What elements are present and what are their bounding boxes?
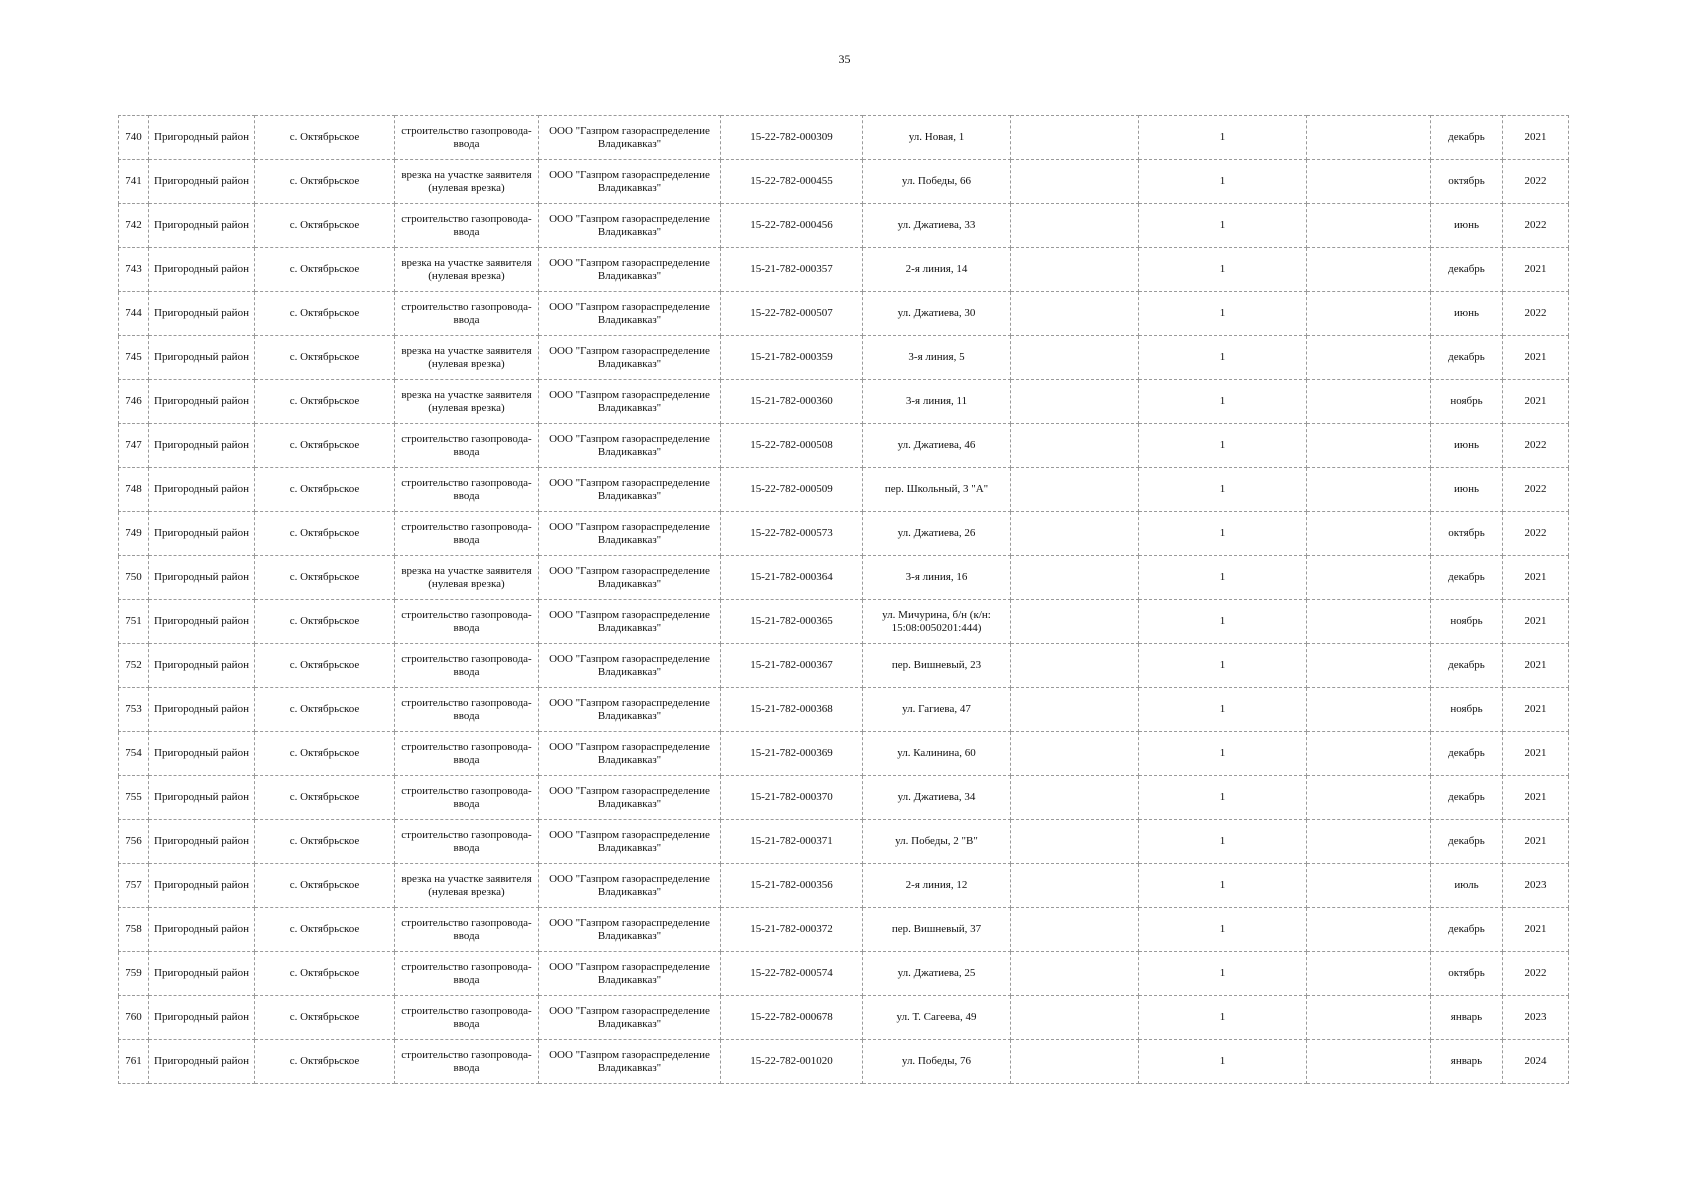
district-cell: Пригородный район	[149, 1040, 255, 1084]
row-number: 752	[119, 644, 149, 688]
row-number: 761	[119, 1040, 149, 1084]
work-type-cell: строительство газопровода-ввода	[395, 996, 539, 1040]
work-type-cell: строительство газопровода-ввода	[395, 512, 539, 556]
count-cell: 1	[1139, 1040, 1307, 1084]
table-row	[119, 1040, 1569, 1084]
work-type-cell: строительство газопровода-ввода	[395, 644, 539, 688]
year-cell: 2021	[1503, 600, 1569, 644]
row-number: 756	[119, 820, 149, 864]
organization-cell: ООО "Газпром газораспределение Владикавказ"	[539, 292, 721, 336]
address-cell: ул. Джатиева, 26	[863, 512, 1011, 556]
empty-cell	[1011, 424, 1139, 468]
village-cell: с. Октябрьское	[255, 424, 395, 468]
month-cell: январь	[1431, 1040, 1503, 1084]
empty-cell	[1307, 424, 1431, 468]
address-cell: 2-я линия, 14	[863, 248, 1011, 292]
address-cell: пер. Школьный, 3 "А"	[863, 468, 1011, 512]
district-cell: Пригородный район	[149, 688, 255, 732]
address-cell: ул. Т. Сагеева, 49	[863, 996, 1011, 1040]
count-cell: 1	[1139, 116, 1307, 160]
registry-code-cell: 15-21-782-000372	[721, 908, 863, 952]
year-cell: 2023	[1503, 996, 1569, 1040]
empty-cell	[1011, 380, 1139, 424]
address-cell: ул. Победы, 2 "В"	[863, 820, 1011, 864]
address-cell: ул. Гагиева, 47	[863, 688, 1011, 732]
count-cell: 1	[1139, 424, 1307, 468]
district-cell: Пригородный район	[149, 424, 255, 468]
empty-cell	[1307, 908, 1431, 952]
row-number: 754	[119, 732, 149, 776]
organization-cell: ООО "Газпром газораспределение Владикавказ"	[539, 864, 721, 908]
month-cell: декабрь	[1431, 732, 1503, 776]
organization-cell: ООО "Газпром газораспределение Владикавказ"	[539, 380, 721, 424]
empty-cell	[1307, 512, 1431, 556]
table-row	[119, 996, 1569, 1040]
empty-cell	[1011, 1040, 1139, 1084]
empty-cell	[1307, 644, 1431, 688]
row-number: 760	[119, 996, 149, 1040]
district-cell: Пригородный район	[149, 380, 255, 424]
empty-cell	[1011, 468, 1139, 512]
count-cell: 1	[1139, 292, 1307, 336]
row-number: 748	[119, 468, 149, 512]
row-number: 741	[119, 160, 149, 204]
table-row	[119, 776, 1569, 820]
registry-code-cell: 15-21-782-000370	[721, 776, 863, 820]
count-cell: 1	[1139, 512, 1307, 556]
count-cell: 1	[1139, 864, 1307, 908]
count-cell: 1	[1139, 600, 1307, 644]
month-cell: ноябрь	[1431, 380, 1503, 424]
empty-cell	[1011, 204, 1139, 248]
registry-code-cell: 15-22-782-000455	[721, 160, 863, 204]
organization-cell: ООО "Газпром газораспределение Владикавказ"	[539, 908, 721, 952]
row-number: 750	[119, 556, 149, 600]
empty-cell	[1307, 996, 1431, 1040]
year-cell: 2021	[1503, 776, 1569, 820]
address-cell: 3-я линия, 16	[863, 556, 1011, 600]
empty-cell	[1011, 600, 1139, 644]
address-cell: ул. Новая, 1	[863, 116, 1011, 160]
village-cell: с. Октябрьское	[255, 908, 395, 952]
registry-code-cell: 15-22-782-000573	[721, 512, 863, 556]
row-number: 749	[119, 512, 149, 556]
address-cell: ул. Мичурина, б/н (к/н: 15:08:0050201:444)	[863, 600, 1011, 644]
address-cell: пер. Вишневый, 37	[863, 908, 1011, 952]
row-number: 757	[119, 864, 149, 908]
empty-cell	[1307, 556, 1431, 600]
row-number: 747	[119, 424, 149, 468]
month-cell: ноябрь	[1431, 688, 1503, 732]
empty-cell	[1307, 820, 1431, 864]
year-cell: 2021	[1503, 556, 1569, 600]
empty-cell	[1011, 864, 1139, 908]
work-type-cell: строительство газопровода-ввода	[395, 688, 539, 732]
count-cell: 1	[1139, 732, 1307, 776]
district-cell: Пригородный район	[149, 116, 255, 160]
month-cell: декабрь	[1431, 776, 1503, 820]
table-row	[119, 908, 1569, 952]
village-cell: с. Октябрьское	[255, 688, 395, 732]
empty-cell	[1307, 776, 1431, 820]
month-cell: декабрь	[1431, 644, 1503, 688]
month-cell: декабрь	[1431, 556, 1503, 600]
empty-cell	[1011, 292, 1139, 336]
table-row	[119, 116, 1569, 160]
work-type-cell: строительство газопровода-ввода	[395, 908, 539, 952]
registry-code-cell: 15-21-782-000359	[721, 336, 863, 380]
organization-cell: ООО "Газпром газораспределение Владикавказ"	[539, 336, 721, 380]
work-type-cell: врезка на участке заявителя (нулевая врезка)	[395, 556, 539, 600]
count-cell: 1	[1139, 908, 1307, 952]
empty-cell	[1307, 204, 1431, 248]
row-number: 751	[119, 600, 149, 644]
count-cell: 1	[1139, 776, 1307, 820]
work-type-cell: врезка на участке заявителя (нулевая врезка)	[395, 380, 539, 424]
district-cell: Пригородный район	[149, 864, 255, 908]
empty-cell	[1307, 732, 1431, 776]
work-type-cell: строительство газопровода-ввода	[395, 424, 539, 468]
district-cell: Пригородный район	[149, 952, 255, 996]
district-cell: Пригородный район	[149, 556, 255, 600]
district-cell: Пригородный район	[149, 512, 255, 556]
month-cell: декабрь	[1431, 820, 1503, 864]
month-cell: июнь	[1431, 292, 1503, 336]
empty-cell	[1011, 160, 1139, 204]
organization-cell: ООО "Газпром газораспределение Владикавказ"	[539, 688, 721, 732]
district-cell: Пригородный район	[149, 336, 255, 380]
village-cell: с. Октябрьское	[255, 512, 395, 556]
month-cell: январь	[1431, 996, 1503, 1040]
empty-cell	[1011, 644, 1139, 688]
address-cell: ул. Джатиева, 30	[863, 292, 1011, 336]
address-cell: ул. Джатиева, 46	[863, 424, 1011, 468]
empty-cell	[1011, 952, 1139, 996]
count-cell: 1	[1139, 248, 1307, 292]
work-type-cell: врезка на участке заявителя (нулевая врезка)	[395, 160, 539, 204]
empty-cell	[1011, 996, 1139, 1040]
empty-cell	[1011, 908, 1139, 952]
work-type-cell: врезка на участке заявителя (нулевая врезка)	[395, 248, 539, 292]
year-cell: 2021	[1503, 380, 1569, 424]
empty-cell	[1011, 820, 1139, 864]
table-row	[119, 160, 1569, 204]
organization-cell: ООО "Газпром газораспределение Владикавказ"	[539, 556, 721, 600]
district-cell: Пригородный район	[149, 160, 255, 204]
registry-code-cell: 15-22-782-000574	[721, 952, 863, 996]
table-row	[119, 248, 1569, 292]
empty-cell	[1307, 1040, 1431, 1084]
address-cell: ул. Победы, 76	[863, 1040, 1011, 1084]
work-type-cell: строительство газопровода-ввода	[395, 1040, 539, 1084]
registry-code-cell: 15-22-782-001020	[721, 1040, 863, 1084]
village-cell: с. Октябрьское	[255, 336, 395, 380]
organization-cell: ООО "Газпром газораспределение Владикавказ"	[539, 116, 721, 160]
page-number: 35	[838, 52, 851, 66]
village-cell: с. Октябрьское	[255, 820, 395, 864]
count-cell: 1	[1139, 644, 1307, 688]
empty-cell	[1011, 512, 1139, 556]
row-number: 746	[119, 380, 149, 424]
table-row	[119, 820, 1569, 864]
district-cell: Пригородный район	[149, 468, 255, 512]
table-row	[119, 468, 1569, 512]
registry-code-cell: 15-21-782-000369	[721, 732, 863, 776]
year-cell: 2021	[1503, 248, 1569, 292]
district-cell: Пригородный район	[149, 644, 255, 688]
year-cell: 2021	[1503, 644, 1569, 688]
village-cell: с. Октябрьское	[255, 952, 395, 996]
village-cell: с. Октябрьское	[255, 644, 395, 688]
row-number: 745	[119, 336, 149, 380]
count-cell: 1	[1139, 204, 1307, 248]
year-cell: 2022	[1503, 292, 1569, 336]
row-number: 753	[119, 688, 149, 732]
registry-code-cell: 15-22-782-000309	[721, 116, 863, 160]
row-number: 758	[119, 908, 149, 952]
organization-cell: ООО "Газпром газораспределение Владикавказ"	[539, 644, 721, 688]
organization-cell: ООО "Газпром газораспределение Владикавказ"	[539, 732, 721, 776]
address-cell: ул. Калинина, 60	[863, 732, 1011, 776]
month-cell: декабрь	[1431, 336, 1503, 380]
year-cell: 2021	[1503, 116, 1569, 160]
address-cell: пер. Вишневый, 23	[863, 644, 1011, 688]
year-cell: 2022	[1503, 468, 1569, 512]
table-row	[119, 512, 1569, 556]
work-type-cell: строительство газопровода-ввода	[395, 292, 539, 336]
row-number: 742	[119, 204, 149, 248]
table-row	[119, 424, 1569, 468]
registry-code-cell: 15-21-782-000367	[721, 644, 863, 688]
registry-code-cell: 15-22-782-000508	[721, 424, 863, 468]
village-cell: с. Октябрьское	[255, 996, 395, 1040]
table-row	[119, 952, 1569, 996]
organization-cell: ООО "Газпром газораспределение Владикавказ"	[539, 512, 721, 556]
empty-cell	[1307, 292, 1431, 336]
table-row	[119, 688, 1569, 732]
registry-code-cell: 15-21-782-000365	[721, 600, 863, 644]
month-cell: июнь	[1431, 424, 1503, 468]
year-cell: 2022	[1503, 512, 1569, 556]
address-cell: ул. Победы, 66	[863, 160, 1011, 204]
village-cell: с. Октябрьское	[255, 380, 395, 424]
empty-cell	[1307, 688, 1431, 732]
district-cell: Пригородный район	[149, 820, 255, 864]
organization-cell: ООО "Газпром газораспределение Владикавказ"	[539, 996, 721, 1040]
table-row	[119, 292, 1569, 336]
count-cell: 1	[1139, 556, 1307, 600]
year-cell: 2021	[1503, 908, 1569, 952]
registry-code-cell: 15-21-782-000357	[721, 248, 863, 292]
organization-cell: ООО "Газпром газораспределение Владикавказ"	[539, 248, 721, 292]
village-cell: с. Октябрьское	[255, 1040, 395, 1084]
year-cell: 2024	[1503, 1040, 1569, 1084]
empty-cell	[1011, 116, 1139, 160]
month-cell: октябрь	[1431, 160, 1503, 204]
year-cell: 2021	[1503, 732, 1569, 776]
organization-cell: ООО "Газпром газораспределение Владикавказ"	[539, 820, 721, 864]
work-type-cell: врезка на участке заявителя (нулевая врезка)	[395, 864, 539, 908]
month-cell: июль	[1431, 864, 1503, 908]
empty-cell	[1307, 952, 1431, 996]
table-row	[119, 644, 1569, 688]
count-cell: 1	[1139, 336, 1307, 380]
organization-cell: ООО "Газпром газораспределение Владикавказ"	[539, 424, 721, 468]
count-cell: 1	[1139, 996, 1307, 1040]
empty-cell	[1307, 116, 1431, 160]
empty-cell	[1011, 336, 1139, 380]
village-cell: с. Октябрьское	[255, 160, 395, 204]
table-body	[119, 116, 1569, 1084]
row-number: 740	[119, 116, 149, 160]
row-number: 744	[119, 292, 149, 336]
registry-code-cell: 15-22-782-000509	[721, 468, 863, 512]
count-cell: 1	[1139, 820, 1307, 864]
gasification-table	[118, 115, 1569, 1084]
year-cell: 2021	[1503, 820, 1569, 864]
district-cell: Пригородный район	[149, 732, 255, 776]
work-type-cell: строительство газопровода-ввода	[395, 600, 539, 644]
district-cell: Пригородный район	[149, 204, 255, 248]
organization-cell: ООО "Газпром газораспределение Владикавказ"	[539, 600, 721, 644]
table-row	[119, 864, 1569, 908]
village-cell: с. Октябрьское	[255, 776, 395, 820]
count-cell: 1	[1139, 688, 1307, 732]
address-cell: 2-я линия, 12	[863, 864, 1011, 908]
district-cell: Пригородный район	[149, 908, 255, 952]
address-cell: ул. Джатиева, 25	[863, 952, 1011, 996]
count-cell: 1	[1139, 380, 1307, 424]
empty-cell	[1307, 336, 1431, 380]
address-cell: 3-я линия, 5	[863, 336, 1011, 380]
village-cell: с. Октябрьское	[255, 732, 395, 776]
month-cell: ноябрь	[1431, 600, 1503, 644]
address-cell: ул. Джатиева, 33	[863, 204, 1011, 248]
row-number: 755	[119, 776, 149, 820]
organization-cell: ООО "Газпром газораспределение Владикавказ"	[539, 468, 721, 512]
month-cell: октябрь	[1431, 952, 1503, 996]
district-cell: Пригородный район	[149, 776, 255, 820]
registry-code-cell: 15-21-782-000364	[721, 556, 863, 600]
work-type-cell: врезка на участке заявителя (нулевая врезка)	[395, 336, 539, 380]
village-cell: с. Октябрьское	[255, 248, 395, 292]
organization-cell: ООО "Газпром газораспределение Владикавказ"	[539, 160, 721, 204]
table-row	[119, 336, 1569, 380]
table-row	[119, 556, 1569, 600]
village-cell: с. Октябрьское	[255, 116, 395, 160]
village-cell: с. Октябрьское	[255, 556, 395, 600]
month-cell: декабрь	[1431, 908, 1503, 952]
empty-cell	[1307, 468, 1431, 512]
organization-cell: ООО "Газпром газораспределение Владикавказ"	[539, 952, 721, 996]
count-cell: 1	[1139, 468, 1307, 512]
empty-cell	[1011, 248, 1139, 292]
empty-cell	[1011, 688, 1139, 732]
address-cell: ул. Джатиева, 34	[863, 776, 1011, 820]
village-cell: с. Октябрьское	[255, 204, 395, 248]
year-cell: 2022	[1503, 424, 1569, 468]
work-type-cell: строительство газопровода-ввода	[395, 204, 539, 248]
district-cell: Пригородный район	[149, 996, 255, 1040]
table-row	[119, 732, 1569, 776]
year-cell: 2021	[1503, 688, 1569, 732]
empty-cell	[1307, 864, 1431, 908]
district-cell: Пригородный район	[149, 600, 255, 644]
empty-cell	[1011, 776, 1139, 820]
organization-cell: ООО "Газпром газораспределение Владикавказ"	[539, 776, 721, 820]
month-cell: октябрь	[1431, 512, 1503, 556]
empty-cell	[1307, 380, 1431, 424]
empty-cell	[1307, 248, 1431, 292]
registry-code-cell: 15-21-782-000371	[721, 820, 863, 864]
table-row	[119, 204, 1569, 248]
organization-cell: ООО "Газпром газораспределение Владикавказ"	[539, 1040, 721, 1084]
registry-code-cell: 15-22-782-000678	[721, 996, 863, 1040]
work-type-cell: строительство газопровода-ввода	[395, 468, 539, 512]
year-cell: 2022	[1503, 952, 1569, 996]
registry-code-cell: 15-22-782-000456	[721, 204, 863, 248]
row-number: 743	[119, 248, 149, 292]
year-cell: 2023	[1503, 864, 1569, 908]
registry-code-cell: 15-21-782-000368	[721, 688, 863, 732]
district-cell: Пригородный район	[149, 292, 255, 336]
row-number: 759	[119, 952, 149, 996]
month-cell: июнь	[1431, 468, 1503, 512]
year-cell: 2021	[1503, 336, 1569, 380]
table-row	[119, 380, 1569, 424]
empty-cell	[1307, 160, 1431, 204]
work-type-cell: строительство газопровода-ввода	[395, 116, 539, 160]
table-row	[119, 600, 1569, 644]
month-cell: июнь	[1431, 204, 1503, 248]
empty-cell	[1307, 600, 1431, 644]
empty-cell	[1011, 732, 1139, 776]
registry-code-cell: 15-22-782-000507	[721, 292, 863, 336]
work-type-cell: строительство газопровода-ввода	[395, 952, 539, 996]
work-type-cell: строительство газопровода-ввода	[395, 732, 539, 776]
month-cell: декабрь	[1431, 248, 1503, 292]
count-cell: 1	[1139, 952, 1307, 996]
address-cell: 3-я линия, 11	[863, 380, 1011, 424]
empty-cell	[1011, 556, 1139, 600]
count-cell: 1	[1139, 160, 1307, 204]
work-type-cell: строительство газопровода-ввода	[395, 776, 539, 820]
district-cell: Пригородный район	[149, 248, 255, 292]
year-cell: 2022	[1503, 204, 1569, 248]
village-cell: с. Октябрьское	[255, 600, 395, 644]
year-cell: 2022	[1503, 160, 1569, 204]
organization-cell: ООО "Газпром газораспределение Владикавказ"	[539, 204, 721, 248]
registry-code-cell: 15-21-782-000360	[721, 380, 863, 424]
village-cell: с. Октябрьское	[255, 292, 395, 336]
village-cell: с. Октябрьское	[255, 864, 395, 908]
registry-code-cell: 15-21-782-000356	[721, 864, 863, 908]
month-cell: декабрь	[1431, 116, 1503, 160]
village-cell: с. Октябрьское	[255, 468, 395, 512]
work-type-cell: строительство газопровода-ввода	[395, 820, 539, 864]
